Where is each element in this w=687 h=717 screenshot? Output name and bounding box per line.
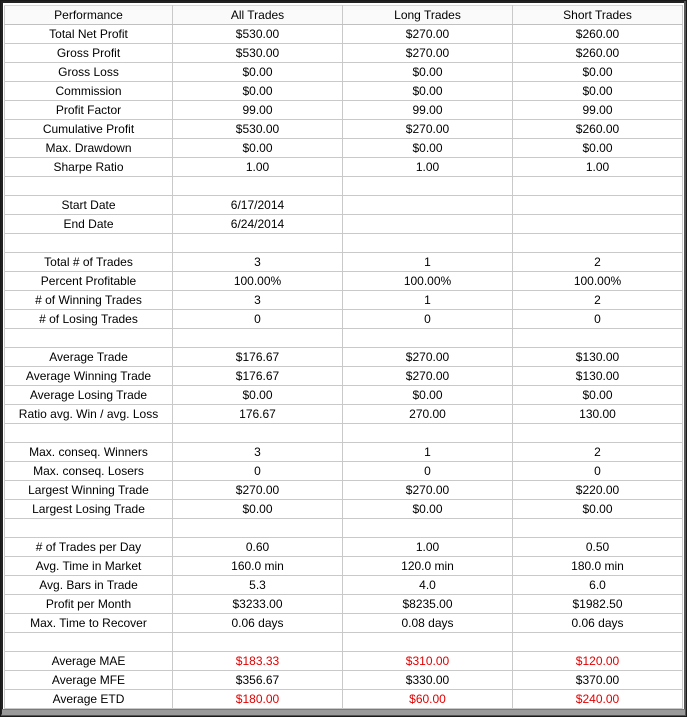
row-label: End Date <box>5 215 173 234</box>
all-trades-value: 99.00 <box>173 101 343 120</box>
long-trades-value: $270.00 <box>343 44 513 63</box>
long-trades-value: $270.00 <box>343 120 513 139</box>
column-header-performance[interactable]: Performance <box>5 6 173 25</box>
row-label: Gross Profit <box>5 44 173 63</box>
short-trades-value: $1982.50 <box>513 595 683 614</box>
short-trades-value <box>513 519 683 538</box>
table-row[interactable] <box>5 557 683 576</box>
short-trades-value: $0.00 <box>513 386 683 405</box>
long-trades-value: $8235.00 <box>343 595 513 614</box>
long-trades-value <box>343 196 513 215</box>
short-trades-value: $0.00 <box>513 139 683 158</box>
table-row[interactable] <box>5 500 683 519</box>
row-label <box>5 329 173 348</box>
all-trades-value <box>173 177 343 196</box>
short-trades-value: 2 <box>513 443 683 462</box>
all-trades-value: $183.33 <box>173 652 343 671</box>
short-trades-value: $120.00 <box>513 652 683 671</box>
short-trades-value: 99.00 <box>513 101 683 120</box>
column-header-all-trades[interactable]: All Trades <box>173 6 343 25</box>
long-trades-value: 0 <box>343 310 513 329</box>
all-trades-value: 0.60 <box>173 538 343 557</box>
long-trades-value: 99.00 <box>343 101 513 120</box>
column-header-short-trades[interactable]: Short Trades <box>513 6 683 25</box>
table-row[interactable] <box>5 462 683 481</box>
short-trades-value <box>513 215 683 234</box>
long-trades-value <box>343 234 513 253</box>
spacer-row[interactable] <box>5 177 683 196</box>
row-label <box>5 519 173 538</box>
all-trades-value: 160.0 min <box>173 557 343 576</box>
row-label: Percent Profitable <box>5 272 173 291</box>
long-trades-value: $0.00 <box>343 139 513 158</box>
row-label <box>5 177 173 196</box>
long-trades-value <box>343 424 513 443</box>
table-row[interactable] <box>5 291 683 310</box>
long-trades-value <box>343 519 513 538</box>
long-trades-value <box>343 633 513 652</box>
all-trades-value <box>173 633 343 652</box>
all-trades-value: 3 <box>173 291 343 310</box>
all-trades-value: $0.00 <box>173 82 343 101</box>
all-trades-value: $176.67 <box>173 348 343 367</box>
long-trades-value: 0 <box>343 462 513 481</box>
all-trades-value: 176.67 <box>173 405 343 424</box>
table-row[interactable] <box>5 690 683 709</box>
long-trades-value: $270.00 <box>343 25 513 44</box>
table-row[interactable] <box>5 82 683 101</box>
row-label: Average Trade <box>5 348 173 367</box>
row-label: Average Losing Trade <box>5 386 173 405</box>
short-trades-value <box>513 196 683 215</box>
row-label: Ratio avg. Win / avg. Loss <box>5 405 173 424</box>
all-trades-value: $176.67 <box>173 367 343 386</box>
row-label: Profit per Month <box>5 595 173 614</box>
long-trades-value: 1.00 <box>343 538 513 557</box>
header-row <box>5 6 683 25</box>
all-trades-value: $3233.00 <box>173 595 343 614</box>
table-row[interactable] <box>5 310 683 329</box>
row-label: Average MFE <box>5 671 173 690</box>
all-trades-value: 3 <box>173 443 343 462</box>
row-label <box>5 633 173 652</box>
all-trades-value: 0.06 days <box>173 614 343 633</box>
short-trades-value: 180.0 min <box>513 557 683 576</box>
long-trades-value <box>343 177 513 196</box>
long-trades-value: 100.00% <box>343 272 513 291</box>
row-label: Max. conseq. Winners <box>5 443 173 462</box>
table-row[interactable] <box>5 671 683 690</box>
column-header-long-trades[interactable]: Long Trades <box>343 6 513 25</box>
short-trades-value <box>513 633 683 652</box>
short-trades-value: 0 <box>513 462 683 481</box>
long-trades-value <box>343 329 513 348</box>
row-label: Profit Factor <box>5 101 173 120</box>
table-row[interactable] <box>5 120 683 139</box>
short-trades-value: 1.00 <box>513 158 683 177</box>
all-trades-value: 6/24/2014 <box>173 215 343 234</box>
performance-grid <box>4 5 683 709</box>
all-trades-value: $0.00 <box>173 500 343 519</box>
short-trades-value: 0.50 <box>513 538 683 557</box>
all-trades-value: 0 <box>173 462 343 481</box>
long-trades-value: $270.00 <box>343 348 513 367</box>
all-trades-value: $270.00 <box>173 481 343 500</box>
long-trades-value: 270.00 <box>343 405 513 424</box>
table-row[interactable] <box>5 614 683 633</box>
table-row[interactable] <box>5 386 683 405</box>
short-trades-value: $220.00 <box>513 481 683 500</box>
row-label: Start Date <box>5 196 173 215</box>
row-label: Avg. Time in Market <box>5 557 173 576</box>
all-trades-value: $0.00 <box>173 139 343 158</box>
table-row[interactable] <box>5 443 683 462</box>
spacer-row[interactable] <box>5 424 683 443</box>
row-label: Total Net Profit <box>5 25 173 44</box>
row-label: Largest Winning Trade <box>5 481 173 500</box>
long-trades-value: 1 <box>343 443 513 462</box>
table-row[interactable] <box>5 139 683 158</box>
table-row[interactable] <box>5 253 683 272</box>
long-trades-value: $0.00 <box>343 63 513 82</box>
short-trades-value <box>513 234 683 253</box>
table-row[interactable] <box>5 44 683 63</box>
table-row[interactable] <box>5 215 683 234</box>
all-trades-value <box>173 329 343 348</box>
all-trades-value: $0.00 <box>173 386 343 405</box>
short-trades-value: 100.00% <box>513 272 683 291</box>
table-row[interactable] <box>5 272 683 291</box>
short-trades-value: $130.00 <box>513 348 683 367</box>
long-trades-value: $310.00 <box>343 652 513 671</box>
row-label: Max. conseq. Losers <box>5 462 173 481</box>
spacer-row[interactable] <box>5 633 683 652</box>
all-trades-value <box>173 234 343 253</box>
table-row[interactable] <box>5 348 683 367</box>
short-trades-value <box>513 424 683 443</box>
table-row[interactable] <box>5 538 683 557</box>
long-trades-value: 4.0 <box>343 576 513 595</box>
short-trades-value: $260.00 <box>513 120 683 139</box>
all-trades-value: $0.00 <box>173 63 343 82</box>
short-trades-value: $240.00 <box>513 690 683 709</box>
table-row[interactable] <box>5 576 683 595</box>
short-trades-value <box>513 329 683 348</box>
table-row[interactable] <box>5 158 683 177</box>
long-trades-value: $60.00 <box>343 690 513 709</box>
short-trades-value: 0.06 days <box>513 614 683 633</box>
short-trades-value: $0.00 <box>513 63 683 82</box>
table-row[interactable] <box>5 101 683 120</box>
short-trades-value: 2 <box>513 253 683 272</box>
long-trades-value: $270.00 <box>343 367 513 386</box>
long-trades-value: $330.00 <box>343 671 513 690</box>
row-label <box>5 234 173 253</box>
all-trades-value: 0 <box>173 310 343 329</box>
all-trades-value: $530.00 <box>173 44 343 63</box>
all-trades-value: $530.00 <box>173 25 343 44</box>
short-trades-value: $130.00 <box>513 367 683 386</box>
row-label <box>5 424 173 443</box>
row-label: Gross Loss <box>5 63 173 82</box>
table-row[interactable] <box>5 367 683 386</box>
long-trades-value: 1 <box>343 253 513 272</box>
spacer-row[interactable] <box>5 519 683 538</box>
long-trades-value <box>343 215 513 234</box>
short-trades-value: 0 <box>513 310 683 329</box>
table-row[interactable] <box>5 196 683 215</box>
row-label: Sharpe Ratio <box>5 158 173 177</box>
row-label: Total # of Trades <box>5 253 173 272</box>
all-trades-value: $180.00 <box>173 690 343 709</box>
long-trades-value: $0.00 <box>343 386 513 405</box>
table-row[interactable] <box>5 595 683 614</box>
row-label: Average Winning Trade <box>5 367 173 386</box>
short-trades-value: $260.00 <box>513 25 683 44</box>
row-label: Max. Drawdown <box>5 139 173 158</box>
row-label: Average ETD <box>5 690 173 709</box>
long-trades-value: 120.0 min <box>343 557 513 576</box>
all-trades-value: $530.00 <box>173 120 343 139</box>
long-trades-value: 1 <box>343 291 513 310</box>
short-trades-value: 6.0 <box>513 576 683 595</box>
short-trades-value <box>513 177 683 196</box>
short-trades-value: $370.00 <box>513 671 683 690</box>
table-row[interactable] <box>5 652 683 671</box>
grid-body <box>5 25 683 709</box>
row-label: Commission <box>5 82 173 101</box>
long-trades-value: 0.08 days <box>343 614 513 633</box>
table-row[interactable] <box>5 405 683 424</box>
row-label: # of Losing Trades <box>5 310 173 329</box>
spacer-row[interactable] <box>5 234 683 253</box>
short-trades-value: $0.00 <box>513 82 683 101</box>
row-label: Average MAE <box>5 652 173 671</box>
row-label: # of Trades per Day <box>5 538 173 557</box>
short-trades-value: 2 <box>513 291 683 310</box>
long-trades-value: $0.00 <box>343 82 513 101</box>
all-trades-value: 100.00% <box>173 272 343 291</box>
all-trades-value: 3 <box>173 253 343 272</box>
long-trades-value: 1.00 <box>343 158 513 177</box>
short-trades-value: $0.00 <box>513 500 683 519</box>
all-trades-value: $356.67 <box>173 671 343 690</box>
row-label: Cumulative Profit <box>5 120 173 139</box>
table-row[interactable] <box>5 63 683 82</box>
all-trades-value <box>173 519 343 538</box>
spacer-row[interactable] <box>5 329 683 348</box>
row-label: Max. Time to Recover <box>5 614 173 633</box>
all-trades-value: 6/17/2014 <box>173 196 343 215</box>
table-row[interactable] <box>5 25 683 44</box>
all-trades-value <box>173 424 343 443</box>
short-trades-value: $260.00 <box>513 44 683 63</box>
long-trades-value: $0.00 <box>343 500 513 519</box>
all-trades-value: 1.00 <box>173 158 343 177</box>
row-label: Largest Losing Trade <box>5 500 173 519</box>
long-trades-value: $270.00 <box>343 481 513 500</box>
all-trades-value: 5.3 <box>173 576 343 595</box>
row-label: Avg. Bars in Trade <box>5 576 173 595</box>
row-label: # of Winning Trades <box>5 291 173 310</box>
short-trades-value: 130.00 <box>513 405 683 424</box>
window-bottom-edge <box>2 709 685 715</box>
table-row[interactable] <box>5 481 683 500</box>
